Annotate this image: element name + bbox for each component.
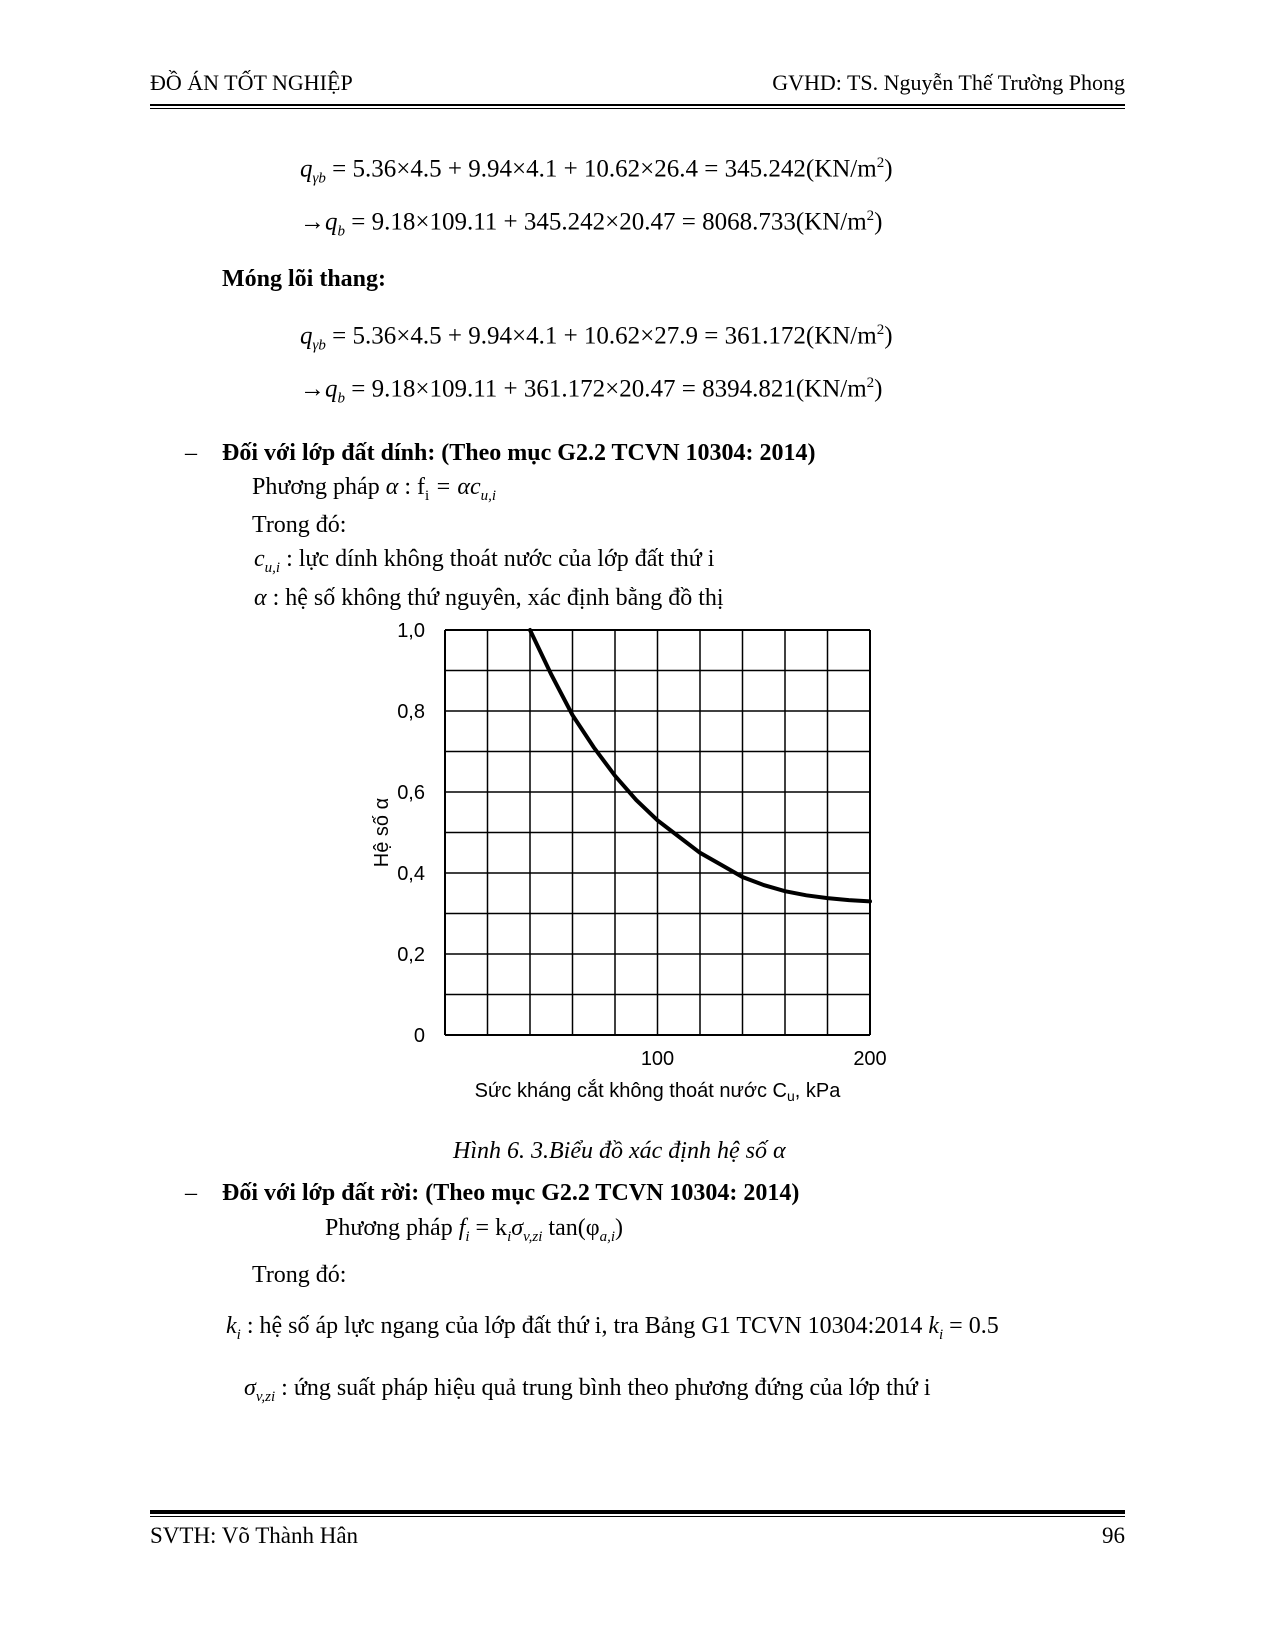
eq-sup: 2 <box>866 375 875 391</box>
formula-eq: = k <box>469 1215 508 1241</box>
cu-symbol: c <box>254 546 265 572</box>
eq-body: = 5.36×4.5 + 9.94×4.1 + 10.62×26.4 = 345.242(KN/m <box>325 155 877 183</box>
cu-text: : lực dính không thoát nước của lớp đất thứ i <box>280 546 715 572</box>
equation-q-b-2 <box>300 375 882 407</box>
eq-symbol: q <box>300 322 313 350</box>
method-label: Phương pháp <box>325 1215 459 1241</box>
formula-f-sub: i <box>465 1228 470 1245</box>
y-tick-label: 0,6 <box>397 782 425 804</box>
sigma-text: : ứng suất pháp hiệu quả trung bình theo phương đứng của lớp thứ i <box>275 1375 931 1401</box>
page-number: 96 <box>1102 1523 1125 1548</box>
y-tick-label: 0,2 <box>397 944 425 966</box>
section-heading-granular: Đối với lớp đất rời: (Theo mục G2.2 TCVN 10304: 2014) <box>222 1180 800 1206</box>
header-title: ĐỒ ÁN TỐT NGHIỆP <box>150 70 353 95</box>
ki-value-sub: i <box>938 1326 944 1343</box>
ki-symbol: k <box>226 1313 237 1339</box>
formula-sub: u,i <box>480 487 497 504</box>
phi-sub: a,i <box>599 1228 616 1245</box>
section-heading-core: Móng lõi thang: <box>222 266 387 292</box>
method-granular <box>325 1215 623 1246</box>
eq-sup: 2 <box>876 322 885 338</box>
method-alpha <box>252 474 496 505</box>
header-rule <box>150 104 1125 106</box>
header-rule-thin <box>150 108 1125 109</box>
y-tick-label: 0,8 <box>397 701 425 723</box>
eq-close: ) <box>884 322 893 350</box>
eq-subscript: b <box>337 390 345 407</box>
definition-ki <box>226 1313 999 1344</box>
x-tick-label: 200 <box>853 1048 887 1070</box>
footer-student: SVTH: Võ Thành Hân <box>150 1523 359 1548</box>
method-label: Phương pháp <box>252 474 386 500</box>
eq-symbol: q <box>325 208 338 236</box>
chart-grid <box>445 630 870 1035</box>
bullet-dash: – <box>185 440 197 466</box>
y-tick-label: 0,4 <box>397 863 425 885</box>
definition-sigma <box>244 1375 930 1406</box>
eq-subscript: b <box>337 223 345 240</box>
y-tick-label: 1,0 <box>397 620 425 642</box>
eq-sup: 2 <box>876 155 885 171</box>
eq-symbol: q <box>325 375 338 403</box>
eq-close: ) <box>884 155 893 183</box>
bullet-dash: – <box>185 1180 197 1206</box>
sigma-sub: v,zi <box>523 1228 543 1245</box>
formula-eq: = αc <box>429 474 481 500</box>
arrow-symbol: → <box>300 375 325 403</box>
tan-text: tan(φ <box>542 1215 600 1241</box>
figure-caption: Hình 6. 3.Biểu đồ xác định hệ số α <box>453 1138 786 1164</box>
eq-subscript: γb <box>312 170 326 187</box>
arrow-symbol: → <box>300 208 325 236</box>
eq-sup: 2 <box>866 208 875 224</box>
y-tick-label: 0 <box>413 1025 425 1047</box>
x-label-main: Sức kháng cắt không thoát nước C <box>474 1080 787 1102</box>
sigma-symbol: σ <box>244 1375 256 1401</box>
eq-symbol: q <box>300 155 313 183</box>
cu-sub: u,i <box>264 559 281 576</box>
x-label-subscript: u <box>786 1088 795 1104</box>
chart-x-ticks <box>641 1048 887 1070</box>
ki-value-symbol: k <box>928 1313 939 1339</box>
eq-subscript: γb <box>312 337 326 354</box>
alpha-symbol: α <box>254 585 267 611</box>
chart-y-ticks <box>397 620 425 1047</box>
chart-y-label: Hệ số α <box>371 797 393 868</box>
alpha-text: : hệ số không thứ nguyên, xác định bằng đồ thị <box>266 585 724 611</box>
ki-value: = 0.5 <box>943 1313 999 1339</box>
equation-q-b-1 <box>300 208 882 240</box>
header-supervisor: GVHD: TS. Nguyễn Thế Trường Phong <box>772 70 1125 95</box>
eq-body: = 9.18×109.11 + 345.242×20.47 = 8068.733(KN/m <box>345 208 867 236</box>
sigma-symbol: σ <box>511 1215 524 1241</box>
formula-f-sub: i <box>424 487 430 504</box>
equation-q-gamma-b-2 <box>300 322 893 354</box>
section-heading-cohesive: Đối với lớp đất dính: (Theo mục G2.2 TCVN 10304: 2014) <box>222 440 816 466</box>
footer-rule <box>150 1510 1125 1514</box>
footer-rule-thin <box>150 1516 1125 1517</box>
ki-text: : hệ số áp lực ngang của lớp đất thứ i, tra Bảng G1 TCVN 10304:2014 <box>240 1313 929 1339</box>
eq-body: = 5.36×4.5 + 9.94×4.1 + 10.62×27.9 = 361.172(KN/m <box>325 322 877 350</box>
where-label-2: Trong đó: <box>252 1262 347 1288</box>
x-label-suffix: , kPa <box>794 1080 841 1102</box>
eq-close: ) <box>874 375 883 403</box>
colon: : <box>398 474 417 500</box>
eq-body: = 9.18×109.11 + 361.172×20.47 = 8394.821(KN/m <box>345 375 867 403</box>
ki-sub: i <box>236 1326 241 1343</box>
chart-x-label <box>475 1079 842 1104</box>
x-tick-label: 100 <box>640 1048 675 1070</box>
definition-alpha <box>254 585 724 612</box>
alpha-chart <box>370 620 930 1120</box>
where-label-1: Trong đó: <box>252 512 347 538</box>
formula-k-sub: i <box>507 1228 512 1245</box>
equation-q-gamma-b-1 <box>300 155 893 187</box>
tan-close: ) <box>615 1215 624 1241</box>
definition-cu <box>254 546 714 577</box>
eq-close: ) <box>874 208 883 236</box>
formula-f: f <box>458 1215 466 1241</box>
formula-f: f <box>416 474 425 500</box>
alpha-symbol: α <box>385 474 399 500</box>
sigma-sub: v,zi <box>255 1388 276 1405</box>
